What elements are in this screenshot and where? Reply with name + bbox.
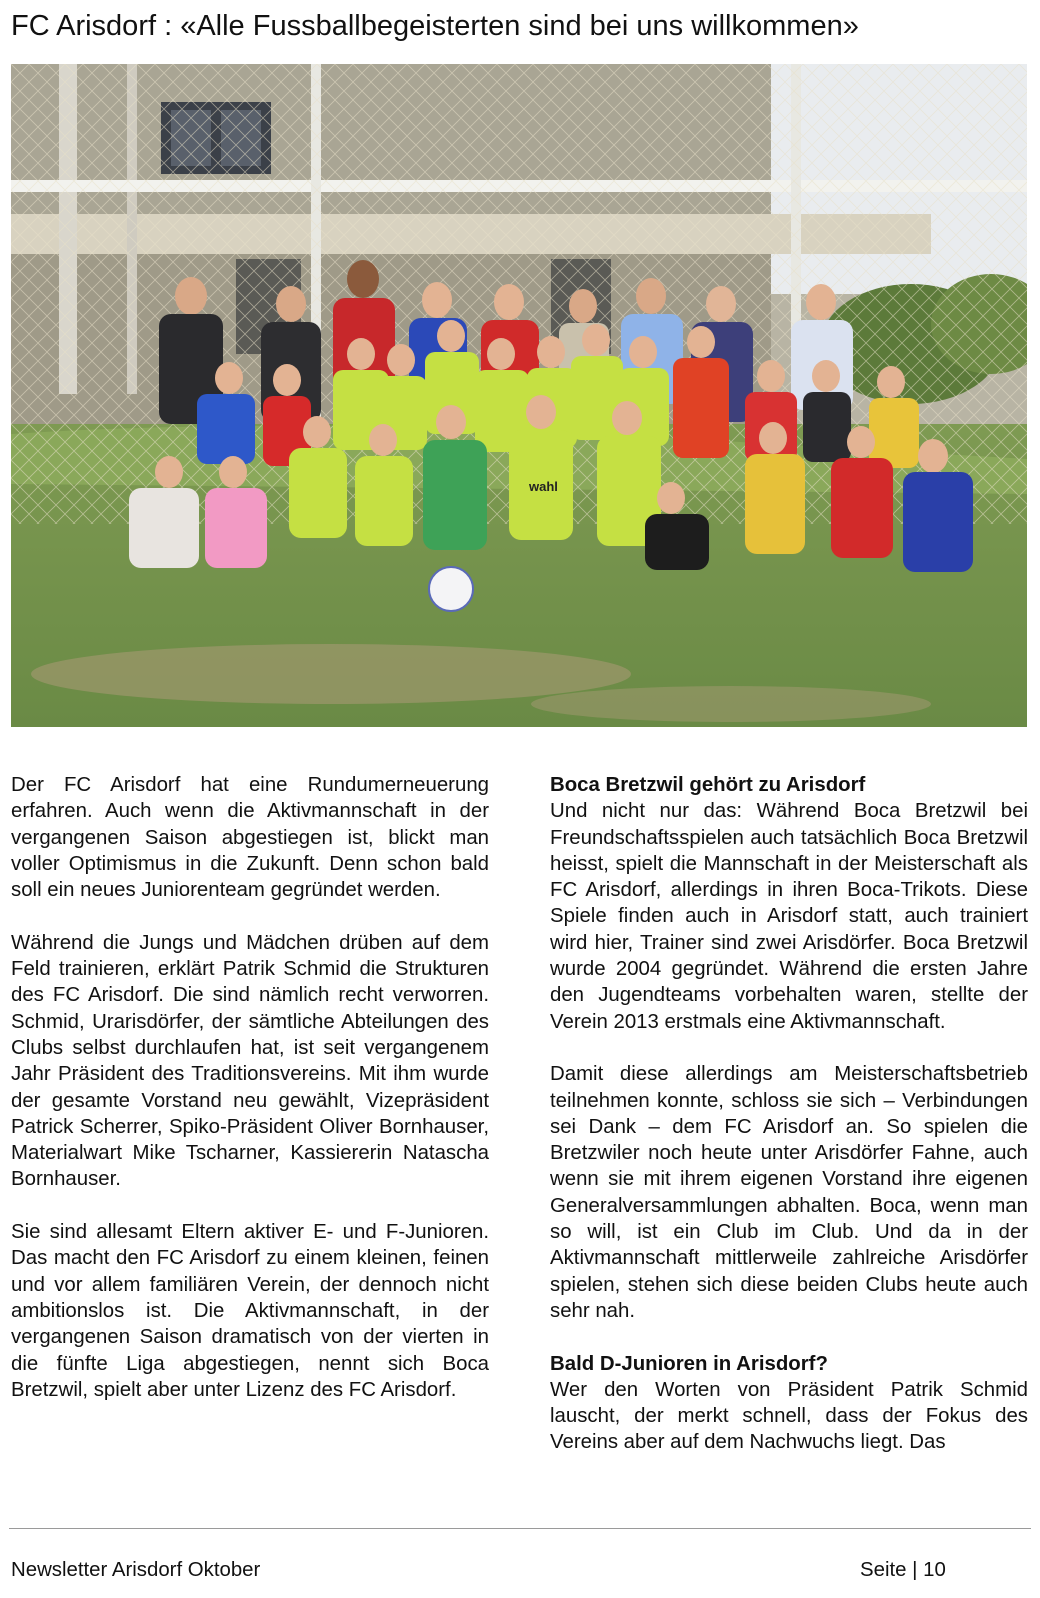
footer-newsletter-name: Newsletter Arisdorf Oktober	[11, 1559, 261, 1581]
article-title: FC Arisdorf : «Alle Fussballbegeisterten sind bei uns willkommen»	[11, 10, 859, 42]
right-column	[550, 772, 1028, 1482]
paragraph: Wer den Worten von Präsident Patrik Schmid lauscht, der merkt schnell, dass der Fokus des Vereins aber auf dem Nachwuchs liegt. Das	[550, 1378, 1028, 1454]
svg-text:wahl: wahl	[529, 479, 558, 494]
section-heading: Boca Bretzwil gehört zu Arisdorf	[550, 774, 866, 796]
footer-page-number: Seite | 10	[860, 1559, 946, 1581]
left-column	[11, 772, 489, 1429]
paragraph: Damit diese allerdings am Meisterschaftsbetrieb teilnehmen konnte, schloss sie sich – Verbindungen sei Dank – dem FC Arisdorf an. So spielen die Bretzwiler noch heute unter Arisdörfer Fahne, auch wenn sie mit ihrem eigenen Vorstand ihre eigenen Generalversammlungen abhalten. Boca, wenn man so will, ist ein Club im Club. Und da in der Aktivmannschaft mittlerweile zahlreiche Arisdörfer spielen, stehen sich diese beiden Clubs heute auch sehr nah.	[550, 1063, 1028, 1322]
paragraph: Sie sind allesamt Eltern aktiver E- und F-Junioren. Das macht den FC Arisdorf zu einem kleinen, feinen und vor allem familiären Verein, der dennoch nicht ambitionslos ist. Die Aktivmannschaft, in der vergangenen Saison dramatisch von der vierten in die fünfte Liga abgestiegen, nennt sich Boca Bretzwil, spielt aber unter Lizenz des FC Arisdorf.	[11, 1221, 489, 1401]
footer-divider	[9, 1528, 1031, 1529]
paragraph: Während die Jungs und Mädchen drüben auf dem Feld trainieren, erklärt Patrik Schmid die Strukturen des FC Arisdorf. Die sind nämlich recht verworren. Schmid, Urarisdörfer, der sämtliche Abteilungen des Clubs selbst durchlaufen hat, ist seit vergangenem Jahr Präsident des Traditionsvereins. Mit ihm wurde der gesamte Vorstand neu gewählt, Vizepräsident Patrick Scherrer, Spiko-Präsident Oliver Bornhauser, Materialwart Mike Tscharner, Kassiererin Natascha Bornhauser.	[11, 931, 489, 1191]
team-photo	[11, 64, 1027, 727]
paragraph: Der FC Arisdorf hat eine Rundumerneuerung erfahren. Auch wenn die Aktivmannschaft in der vergangenen Saison abgestiegen ist, blickt man voller Optimismus in die Zukunft. Denn schon bald soll ein neues Juniorenteam gegründet werden.	[11, 774, 489, 902]
section-heading: Bald D-Junioren in Arisdorf?	[550, 1352, 828, 1375]
paragraph: Und nicht nur das: Während Boca Bretzwil bei Freundschaftsspielen auch tatsächlich Boca Bretzwil heisst, spielt die Mannschaft in der Meisterschaft als FC Arisdorf, allerdings in ihren Boca-Trikots. Diese Spiele finden auch in Arisdorf statt, auch trainiert wird hier, Trainer sind zwei Arisdörfer. Boca Bretzwil wurde 2004 gegründet. Während die ersten Jahre den Jugendteams vorbehalten waren, stellte der Verein 2013 erstmals eine Aktivmannschaft.	[550, 800, 1028, 1033]
